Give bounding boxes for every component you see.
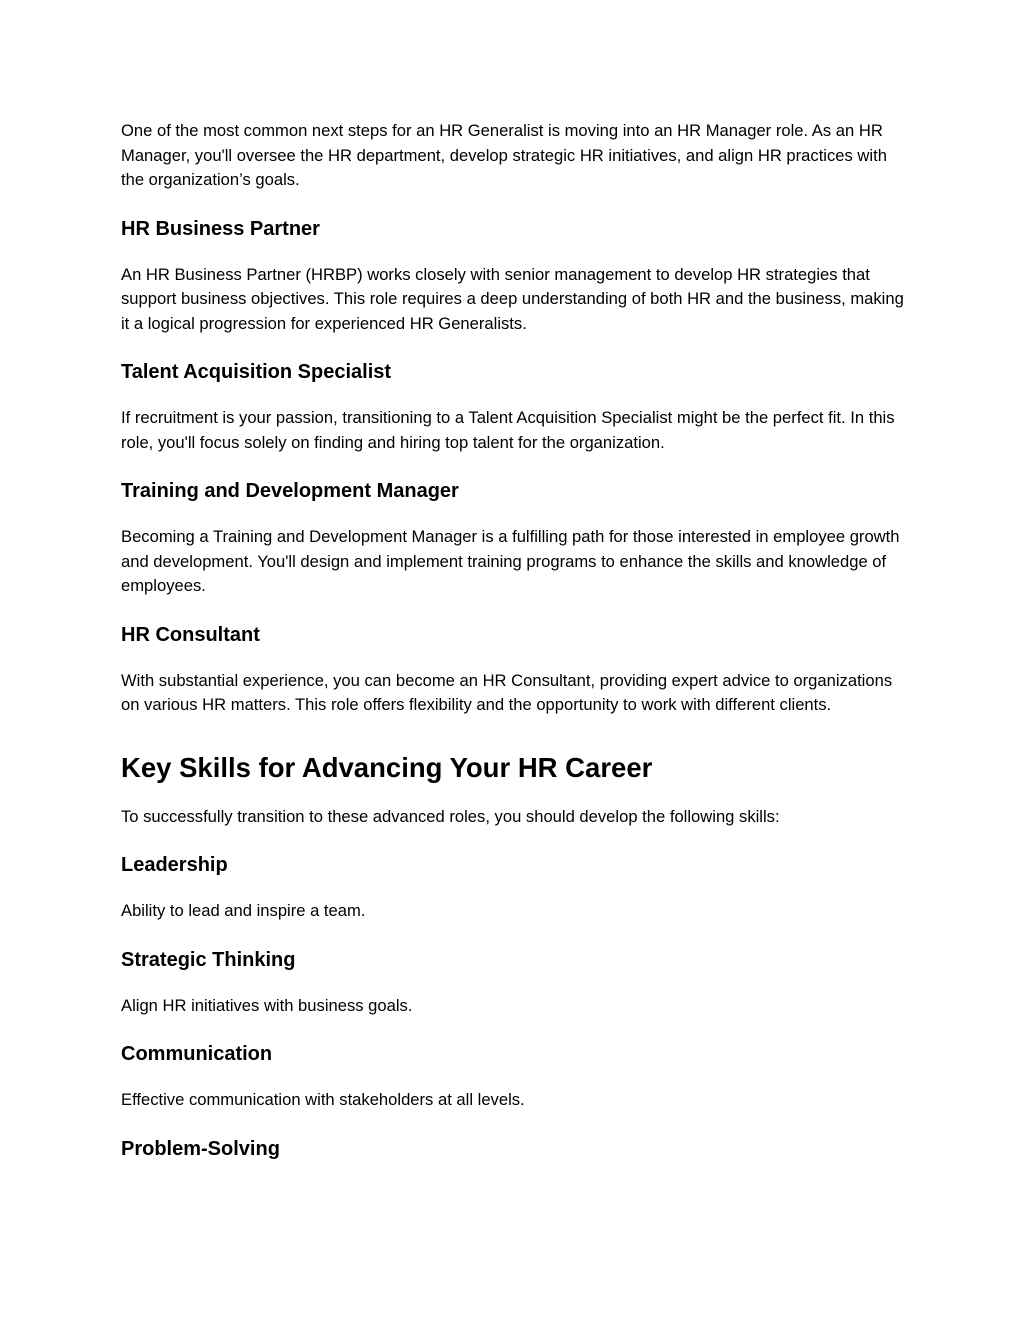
role-heading-talent-acquisition-specialist: Talent Acquisition Specialist bbox=[121, 361, 392, 383]
role-body-hr-business-partner: An HR Business Partner (HRBP) works closely with senior management to develop HR strategies that support business objectives. This role requires a deep understanding of both HR and the business, making it a logical progression for experienced HR Generalists. bbox=[121, 264, 904, 333]
document-page bbox=[121, 119, 911, 1162]
skill-heading-leadership: Leadership bbox=[121, 854, 228, 876]
role-body-talent-acquisition-specialist: If recruitment is your passion, transitioning to a Talent Acquisition Specialist might be the perfect fit. In this role, you'll focus solely on finding and hiring top talent for the organization. bbox=[121, 408, 895, 452]
role-heading-training-and-development-manager: Training and Development Manager bbox=[121, 480, 459, 502]
skill-body-communication: Effective communication with stakeholders at all levels. bbox=[121, 1090, 525, 1109]
skill-heading-strategic-thinking: Strategic Thinking bbox=[121, 948, 296, 971]
skill-body-strategic-thinking: Align HR initiatives with business goals. bbox=[121, 995, 413, 1015]
role-heading-hr-consultant: HR Consultant bbox=[121, 623, 260, 646]
skills-section-title: Key Skills for Advancing Your HR Career bbox=[121, 751, 653, 783]
skill-heading-problem-solving: Problem-Solving bbox=[121, 1137, 280, 1160]
skill-body-leadership: Ability to lead and inspire a team. bbox=[121, 901, 366, 920]
intro-paragraph: One of the most common next steps for an HR Generalist is moving into an HR Manager role. As an HR Manager, you'll oversee the HR department, develop strategic HR initiatives, and align HR practices with the organization’s goals. bbox=[121, 121, 887, 189]
role-body-training-and-development-manager: Becoming a Training and Development Manager is a fulfilling path for those interested in employee growth and development. You'll design and implement training programs to enhance the skills and knowledge of employees. bbox=[121, 527, 900, 595]
skills-section-intro: To successfully transition to these advanced roles, you should develop the following skills: bbox=[121, 806, 780, 826]
role-body-hr-consultant: With substantial experience, you can become an HR Consultant, providing expert advice to organizations on various HR matters. This role offers flexibility and the opportunity to work with different clients. bbox=[121, 670, 893, 714]
role-heading-hr-business-partner: HR Business Partner bbox=[121, 217, 320, 240]
skill-heading-communication: Communication bbox=[121, 1043, 273, 1065]
